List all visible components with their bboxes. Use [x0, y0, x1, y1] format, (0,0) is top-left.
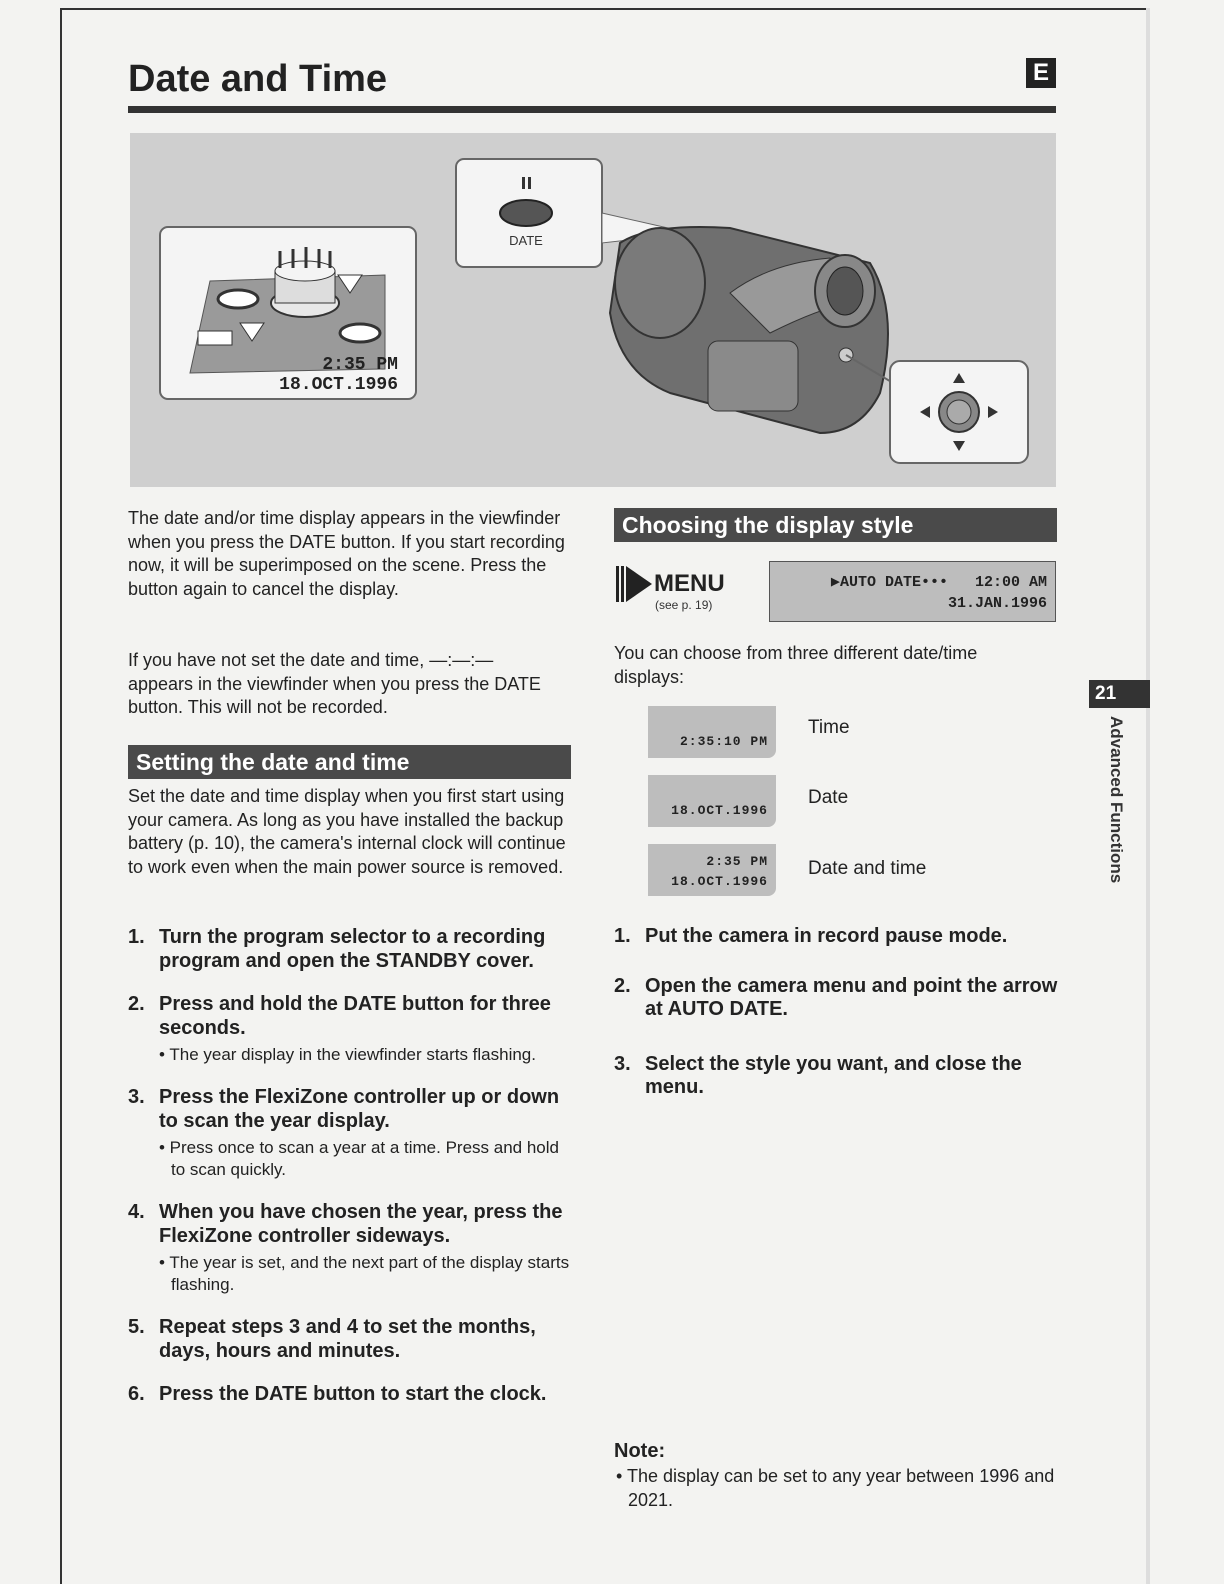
section-side-label: Advanced Functions — [1107, 716, 1126, 884]
camcorder-icon — [610, 227, 888, 433]
display-style-steps — [614, 925, 1058, 1120]
step-number: 1. — [128, 926, 145, 948]
date-display-sample — [648, 775, 776, 827]
step-note: • The year display in the viewfinder starts flashing. — [159, 1045, 536, 1064]
step-text: Turn the program selector to a recording program and open the STANDBY cover. — [159, 926, 546, 972]
sample-time: 2:35 PM — [706, 854, 768, 869]
page-number-tab: 21 — [1089, 680, 1150, 708]
menu-icon — [616, 566, 652, 607]
step-note: • Press once to scan a year at a time. Press and hold to scan quickly. — [159, 1138, 559, 1179]
camera-illustration — [130, 133, 1056, 487]
list-item — [128, 1316, 572, 1363]
section-title-setting: Setting the date and time — [128, 745, 571, 779]
menu-display-box — [769, 561, 1056, 622]
date-button-label: DATE — [509, 233, 543, 248]
time-display-sample — [648, 706, 776, 758]
page-frame-right — [1146, 8, 1150, 1584]
step-text: Press the FlexiZone controller up or down to scan the year display. — [159, 1086, 560, 1132]
step-number: 6. — [128, 1383, 145, 1405]
sample-date: 18.OCT.1996 — [671, 874, 768, 889]
menu-label: MENU — [654, 570, 725, 597]
display-label-time: Time — [808, 717, 850, 738]
menu-reference: (see p. 19) — [655, 598, 713, 612]
title-rule — [128, 106, 1056, 113]
step-text: Press and hold the DATE button for three seconds. — [159, 993, 551, 1039]
note-title: Note: — [614, 1440, 666, 1462]
step-number: 5. — [128, 1316, 145, 1338]
viewfinder-time: 2:35 PM — [322, 355, 398, 375]
display-label-date-time: Date and time — [808, 858, 927, 879]
sample-date: 18.OCT.1996 — [671, 803, 768, 818]
note-text: • The display can be set to any year between 1996 and 2021. — [616, 1466, 1055, 1510]
choose-paragraph: You can choose from three different date/time displays: — [614, 643, 978, 687]
illustration-art — [130, 133, 1056, 487]
sample-time: 2:35:10 PM — [679, 734, 768, 749]
language-badge: E — [1026, 58, 1056, 88]
intro-paragraph: The date and/or time display appears in the viewfinder when you press the DATE button. If you start recording now, it will be superimposed on the scene. Press the button again to cancel the display. — [128, 508, 565, 599]
step-text: Select the style you want, and close the menu. — [645, 1052, 1022, 1098]
date-button-icon — [500, 200, 552, 226]
section-title-display-style: Choosing the display style — [614, 508, 1057, 542]
list-item — [128, 926, 572, 973]
page-frame-top — [60, 8, 1150, 10]
list-item — [614, 1053, 1058, 1100]
date-time-display-sample — [648, 844, 776, 896]
menu-display-line1: ▶AUTO DATE••• 12:00 AM — [830, 574, 1047, 591]
viewfinder-date: 18.OCT.1996 — [279, 375, 398, 395]
menu-display-line2: 31.JAN.1996 — [947, 595, 1047, 612]
not-set-paragraph: If you have not set the date and time, —:—:— appears in the viewfinder when you press the DATE button. This will not be recorded. — [128, 650, 541, 717]
list-item — [128, 1086, 572, 1181]
page-title: Date and Time — [128, 58, 388, 100]
step-number: 2. — [614, 974, 631, 997]
step-number: 4. — [128, 1201, 145, 1223]
page-frame-left — [60, 8, 62, 1584]
step-note: • The year is set, and the next part of the display starts flashing. — [159, 1253, 570, 1294]
list-item — [128, 1383, 572, 1407]
setting-paragraph: Set the date and time display when you first start using your camera. As long as you have installed the backup battery (p. 10), the camera's internal clock will continue to work even when the main power source is removed. — [128, 786, 566, 877]
list-item — [128, 1201, 572, 1296]
setting-steps — [128, 926, 572, 1427]
list-item — [128, 993, 572, 1066]
step-number: 3. — [128, 1086, 145, 1108]
list-item — [614, 975, 1058, 1022]
step-text: Press the DATE button to start the clock. — [159, 1383, 547, 1405]
step-number: 3. — [614, 1052, 631, 1075]
step-number: 1. — [614, 925, 631, 947]
step-text: When you have chosen the year, press the FlexiZone controller sideways. — [159, 1201, 563, 1247]
step-text: Open the camera menu and point the arrow at AUTO DATE. — [645, 974, 1058, 1020]
step-number: 2. — [128, 993, 145, 1015]
step-text: Repeat steps 3 and 4 to set the months, days, hours and minutes. — [159, 1316, 536, 1362]
list-item — [614, 925, 1058, 949]
display-label-date: Date — [808, 787, 849, 808]
step-text: Put the camera in record pause mode. — [645, 925, 1008, 947]
